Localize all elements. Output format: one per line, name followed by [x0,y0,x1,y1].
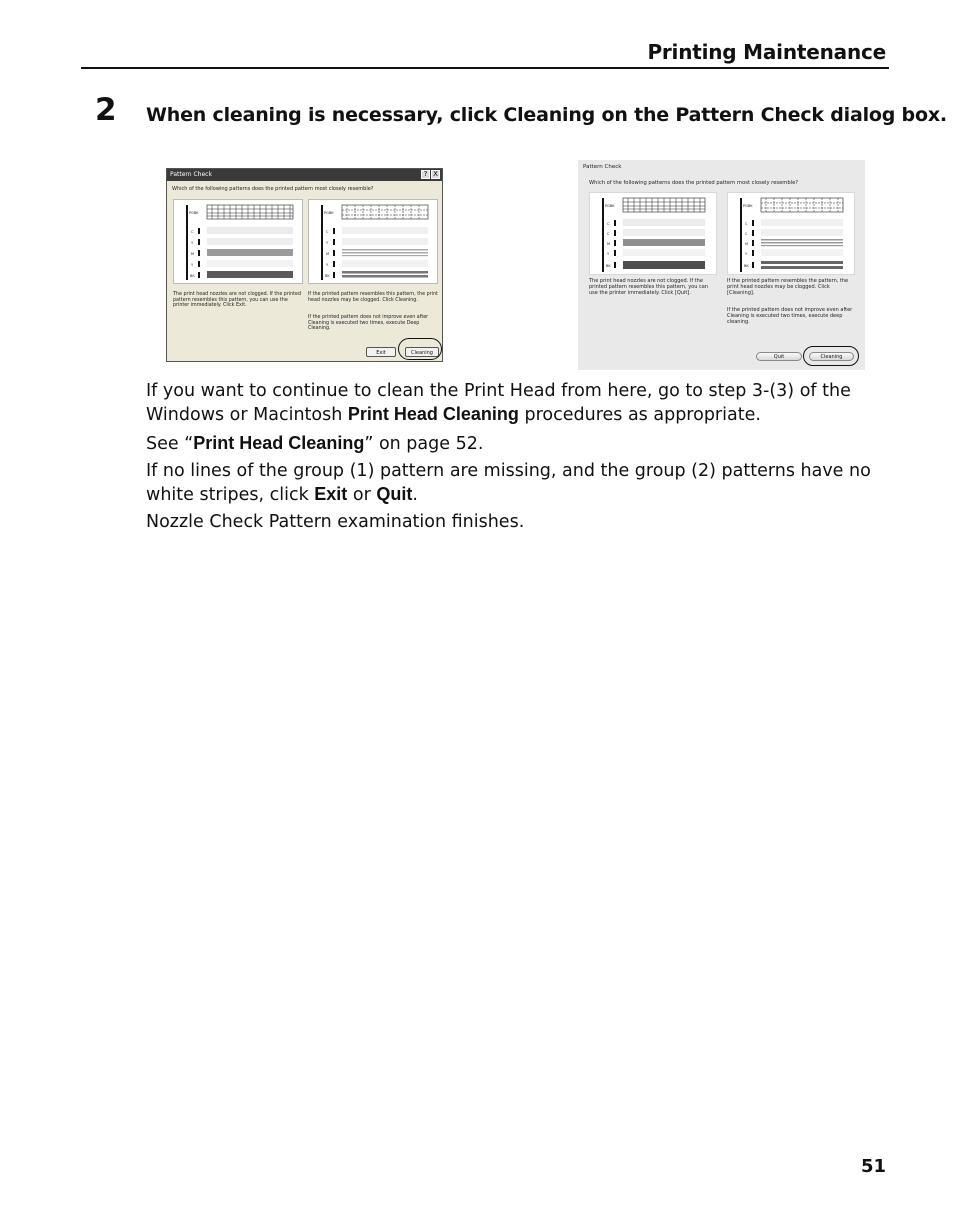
channel-label: M [745,242,749,246]
header-rule [81,67,889,69]
dialog-titlebar [167,169,442,181]
note-deep-cleaning: If the printed pattern does not improve even after Cleaning is executed two times, execute deep cleaning. [727,307,853,325]
channel-label: Y [607,252,610,256]
channel-label: M [607,242,611,246]
section-title: Printing Maintenance [647,40,886,64]
channel-label: PGBK [189,211,199,215]
note-not-clogged: The print head nozzles are not clogged. If the printed pattern resembles this pattern, you can use the printer immediately. Click Exit. [173,292,302,309]
pattern-panel-ok[interactable] [589,192,717,275]
procedure-reference: Print Head Cleaning [347,404,519,424]
channel-label: BK [190,274,195,278]
quit-reference: Quit [376,484,413,504]
channel-label: PGBK [324,211,334,215]
channel-label: BK [744,264,749,268]
channel-label: Y [191,263,194,267]
procedure-reference: Print Head Cleaning [193,433,365,453]
note-clogged: If the printed pattern resembles the pattern, the print head nozzles may be clogged. Click [Cleaning]. [727,278,849,296]
help-button[interactable]: ? [421,170,430,179]
channel-label: PGBK [743,204,753,208]
close-button[interactable]: X [431,170,440,179]
page-number: 51 [860,1156,886,1177]
quit-button[interactable]: Quit [756,352,802,361]
channel-label: Y [326,241,329,245]
pattern-panel-clogged[interactable] [727,192,855,275]
text-run: See “ [146,434,194,454]
text-run: . [412,485,418,505]
channel-label: C [607,222,610,226]
pattern-panel-ok[interactable] [173,199,303,284]
cleaning-button[interactable]: Cleaning [809,352,854,361]
dialog-title: Pattern Check [170,171,212,178]
pattern-graphic [728,193,854,274]
channel-label: M [191,252,195,256]
text-run: procedures as appropriate. [518,405,761,425]
text-run: or [347,485,377,505]
paragraph-continue-cleaning [146,380,886,427]
paragraph-no-missing-lines [146,460,886,507]
text-run: If you want to continue to clean the Print Head from here, go to step 3-(3) of the Windows or Macintosh [146,381,851,425]
channel-label: Y [745,252,748,256]
text-run: ” on page 52. [364,434,484,454]
cleaning-button[interactable]: Cleaning [405,347,439,357]
dialog-question: Which of the following patterns does the printed pattern most closely resemble? [172,186,374,192]
channel-label: C [326,230,329,234]
mac-pattern-check-dialog [578,160,865,370]
channel-label: Y [326,263,329,267]
channel-label: C [191,230,194,234]
channel-label: C [607,232,610,236]
pattern-panel-clogged[interactable] [308,199,438,284]
cleaning-highlight-ring [398,338,442,360]
step-number: 2 [95,92,117,128]
channel-label: M [326,252,330,256]
exit-reference: Exit [314,484,348,504]
channel-label: C [745,222,748,226]
step-instruction: When cleaning is necessary, click Cleaning on the Pattern Check dialog box. [146,104,947,126]
pattern-graphic [309,200,437,283]
exit-button[interactable]: Exit [366,347,396,357]
channel-label: Y [191,241,194,245]
note-not-clogged: The print head nozzles are not clogged. If the printed pattern resembles this pattern, you can use the printer immediately. Click [Quit]. [589,278,708,296]
note-deep-cleaning: If the printed pattern does not improve even after Cleaning is executed two times, execute Deep Cleaning. [308,315,429,332]
channel-label: BK [325,274,330,278]
paragraph-finish: Nozzle Check Pattern examination finishes. [146,512,525,532]
channel-label: BK [606,264,611,268]
text-run: If no lines of the group (1) pattern are missing, and the group (2) patterns have no white stripes, click [146,461,871,505]
windows-pattern-check-dialog [166,168,443,362]
paragraph-see-page [146,432,886,456]
dialog-question: Which of the following patterns does the printed pattern most closely resemble? [589,180,799,186]
dialog-title: Pattern Check [583,164,622,170]
pattern-graphic [174,200,302,283]
channel-label: C [745,232,748,236]
channel-label: PGBK [605,204,615,208]
cleaning-highlight-ring [803,346,859,366]
note-clogged: If the printed pattern resembles this pattern, the print head nozzles may be clogged. Click Cleaning. [308,292,438,303]
pattern-graphic [590,193,716,274]
